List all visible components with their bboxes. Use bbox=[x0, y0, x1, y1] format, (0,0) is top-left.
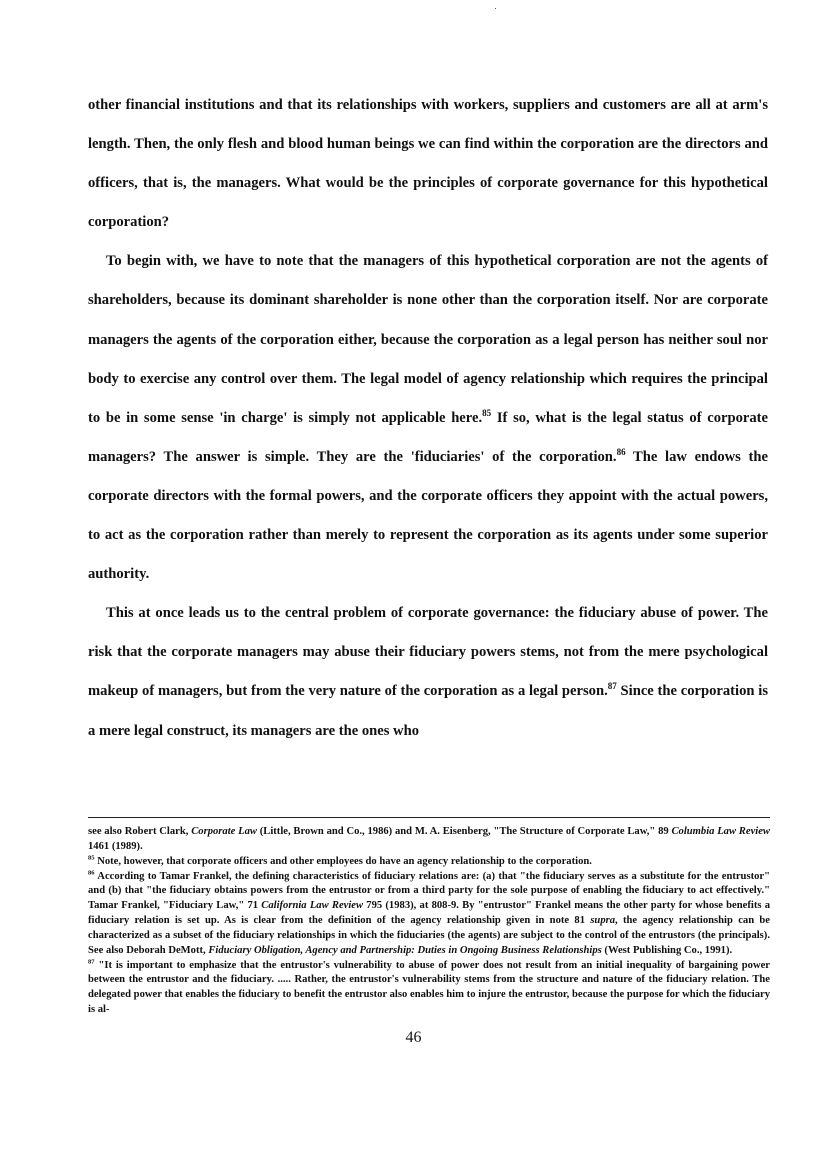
footnote-ref-86[interactable]: 86 bbox=[616, 446, 626, 457]
scan-speck bbox=[495, 8, 496, 9]
paragraph-3-part-b: Since the corporation is a mere legal construct, its managers are the ones who bbox=[88, 683, 768, 739]
footnote-text: see also Robert Clark, bbox=[88, 826, 192, 837]
footnote-text: 795 (1983), at 808-9. By "entrustor" Frankel means the other party for whose benefits a fiduciary relation is set up. As is clear from the definition of the agency relationship given in note 81 bbox=[88, 900, 770, 927]
footnote-text: , the agency relationship can be characterized as a subset of the fiduciary relationships in which the fiduciaries (the agents) are subject to the control of the entrustors (the principals). See also Deborah DeMott, bbox=[88, 915, 770, 956]
paragraph-2-part-a: To begin with, we have to note that the managers of this hypothetical corporation are not the agents of shareholders, because its dominant shareholder is none other than the corporation itself. Nor are corporate managers the agents of the corporation either, because the corporation as a legal person has neither soul nor body to exercise any control over them. The legal model of agency relationship which requires the principal to be in some sense 'in charge' is simply not applicable here. bbox=[88, 253, 768, 426]
cited-title: Columbia Law Review bbox=[671, 826, 770, 837]
footnote-86 bbox=[88, 870, 770, 959]
footnote-85 bbox=[88, 855, 770, 870]
footnote-continuation bbox=[88, 825, 770, 855]
cited-title: Corporate Law bbox=[191, 826, 257, 837]
footnote-text: 1461 (1989). bbox=[88, 840, 143, 852]
footnote-supra: supra bbox=[590, 915, 616, 927]
main-text bbox=[88, 86, 768, 751]
paragraph-2-part-c: The law endows the corporate directors with the formal powers, and the corporate officers they appoint with the actual powers, to act as the corporation rather than merely to represent the corporation as its agents under some superior authority. bbox=[88, 448, 768, 583]
footnote-text: According to Tamar Frankel, the defining characteristics of fiduciary relations are: (a) that "the fiduciary serves as a substitute for the entrustor" and (b) that "the fiduciary obtains powers from the entrustor or from a third party for the sole purpose of enabling the fiduciary to act effectively." Tamar Frankel, "Fiduciary Law," 71 bbox=[88, 870, 770, 912]
footnote-number: 87 bbox=[88, 958, 95, 966]
footnote-divider bbox=[88, 817, 770, 818]
footnote-text: Note, however, that corporate officers and other employees do have an agency relationship to the corporation. bbox=[94, 855, 592, 867]
paragraph-3-part-a: This at once leads us to the central problem of corporate governance: the fiduciary abuse of power. The risk that the corporate managers may abuse their fiduciary powers stems, not from the mere psychological makeup of managers, but from the very nature of the corporation as a legal person. bbox=[88, 605, 768, 700]
footnote-text: (West Publishing Co., 1991). bbox=[601, 944, 733, 956]
footnotes bbox=[88, 825, 770, 1018]
footnote-text: (Little, Brown and Co., 1986) and M. A. Eisenberg, "The Structure of Corporate Law," 89 bbox=[256, 826, 672, 837]
paragraph-1: other financial institutions and that its relationships with workers, suppliers and customers are all at arm's length. Then, the only flesh and blood human beings we can find within the corporation are the directors and officers, that is, the managers. What would be the principles of corporate governance for this hypothetical corporation? bbox=[88, 97, 768, 231]
paragraph-3 bbox=[88, 594, 768, 750]
footnote-text: "It is important to emphasize that the entrustor's vulnerability to abuse of power does not result from an initial inequality of bargaining power between the entrustor and the fiduciary. ..... Rather, the entrustor's vulnerability stems from the structure and nature of the fiduciary relation. The delegated power that enables the fiduciary to benefit the entrustor also enables him to injure the entrustor, because the purpose for which the fiduciary is al- bbox=[88, 959, 770, 1016]
page-number: 46 bbox=[405, 1029, 422, 1046]
footnote-number: 86 bbox=[88, 869, 95, 876]
footnote-87 bbox=[88, 959, 770, 1018]
footnote-number: 85 bbox=[88, 854, 95, 862]
paragraph-2 bbox=[88, 242, 768, 594]
cited-title: California Law Review bbox=[261, 900, 364, 912]
paragraph-2-part-b: If so, what is the legal status of corporate managers? The answer is simple. They are the 'fiduciaries' of the corporation. bbox=[88, 409, 768, 465]
footnote-ref-85[interactable]: 85 bbox=[482, 407, 492, 418]
footnote-ref-87[interactable]: 87 bbox=[607, 681, 617, 692]
cited-title: Fiduciary Obligation, Agency and Partnership: Duties in Ongoing Business Relationships bbox=[208, 944, 602, 956]
